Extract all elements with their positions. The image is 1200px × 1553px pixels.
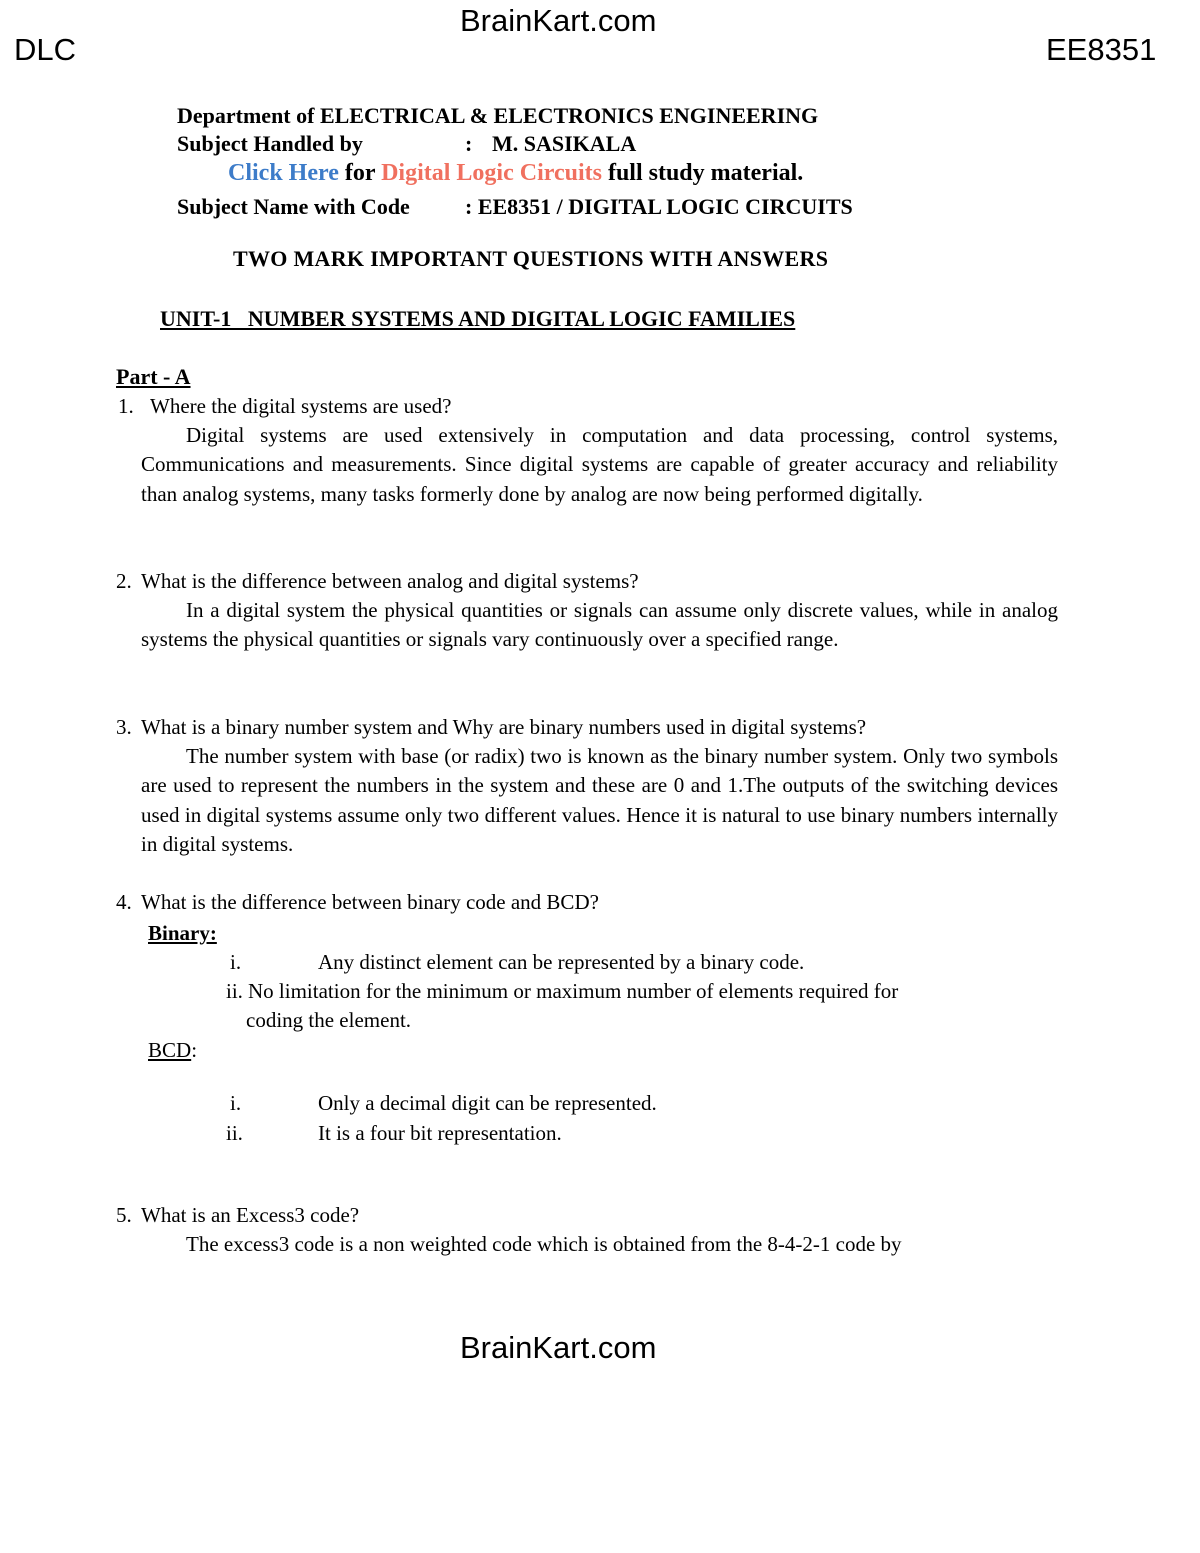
unit-title: UNIT-1 NUMBER SYSTEMS AND DIGITAL LOGIC FAMILIES — [160, 306, 796, 331]
bcd-colon: : — [191, 1038, 198, 1062]
part-heading: Part - A — [116, 364, 191, 389]
course-short-code: DLC — [14, 32, 77, 67]
list-marker: i. — [230, 1091, 242, 1115]
subject-handled-name: M. SASIKALA — [492, 131, 637, 156]
full-study-text: full study material. — [607, 160, 804, 186]
subject-handled-colon: : — [465, 131, 473, 156]
answer-text: The number system with base (or radix) two is known as the binary number system. Only two symbols are used to represent the numbers in the system and these are 0 and 1.The outputs of the switching devices used in digital systems assume only two different values. Hence it is natural to use binary numbers internally in digital systems. — [141, 744, 1058, 856]
question-text: What is a binary number system and Why are binary numbers used in digital systems? — [141, 715, 867, 739]
answer-text: The excess3 code is a non weighted code which is obtained from the 8-4-2-1 code by — [186, 1232, 902, 1256]
question-number: 5. — [116, 1203, 132, 1227]
subject-handled-label: Subject Handled by — [177, 131, 363, 156]
for-word: for — [344, 160, 376, 186]
course-code: EE8351 — [1046, 32, 1157, 67]
subject-link[interactable]: Digital Logic Circuits — [381, 160, 602, 186]
question-text: What is the difference between analog and digital systems? — [141, 569, 639, 593]
list-marker: i. — [230, 950, 242, 974]
section-title: TWO MARK IMPORTANT QUESTIONS WITH ANSWERS — [233, 246, 829, 271]
list-marker: ii. — [226, 979, 243, 1003]
binary-label: Binary: — [148, 921, 217, 945]
subject-name-value: : EE8351 / DIGITAL LOGIC CIRCUITS — [465, 194, 853, 219]
site-header: BrainKart.com — [460, 3, 657, 38]
list-item: No limitation for the minimum or maximum number of elements required for — [248, 979, 899, 1003]
department-line: Department of ELECTRICAL & ELECTRONICS ENGINEERING — [177, 103, 819, 128]
site-footer: BrainKart.com — [460, 1330, 657, 1365]
question-text: What is an Excess3 code? — [141, 1203, 360, 1227]
question-number: 2. — [116, 569, 132, 593]
question-text: What is the difference between binary code and BCD? — [141, 890, 599, 914]
list-item-continuation: coding the element. — [246, 1008, 412, 1032]
question-number: 1. — [118, 394, 134, 418]
click-here-link[interactable]: Click Here — [228, 160, 339, 186]
bcd-label-line — [148, 1038, 197, 1063]
question-text: Where the digital systems are used? — [150, 394, 452, 418]
answer-text: In a digital system the physical quantities or signals can assume only discrete values, while in analog systems the physical quantities or signals vary continuously over a specified range. — [141, 598, 1058, 652]
list-marker: ii. — [226, 1121, 243, 1145]
list-item: It is a four bit representation. — [318, 1121, 562, 1145]
bcd-label: BCD — [148, 1038, 192, 1062]
list-item: Only a decimal digit can be represented. — [318, 1091, 657, 1115]
answer-text: Digital systems are used extensively in computation and data processing, control systems, Communications and measurements. Since digital systems are capable of greater accuracy and reliability than analog systems, many tasks formerly done by analog are now being performed digitally. — [141, 423, 1058, 506]
subject-name-label: Subject Name with Code — [177, 194, 410, 219]
question-number: 4. — [116, 890, 132, 914]
question-number: 3. — [116, 715, 132, 739]
list-item: Any distinct element can be represented by a binary code. — [318, 950, 805, 974]
study-material-line — [228, 160, 803, 187]
